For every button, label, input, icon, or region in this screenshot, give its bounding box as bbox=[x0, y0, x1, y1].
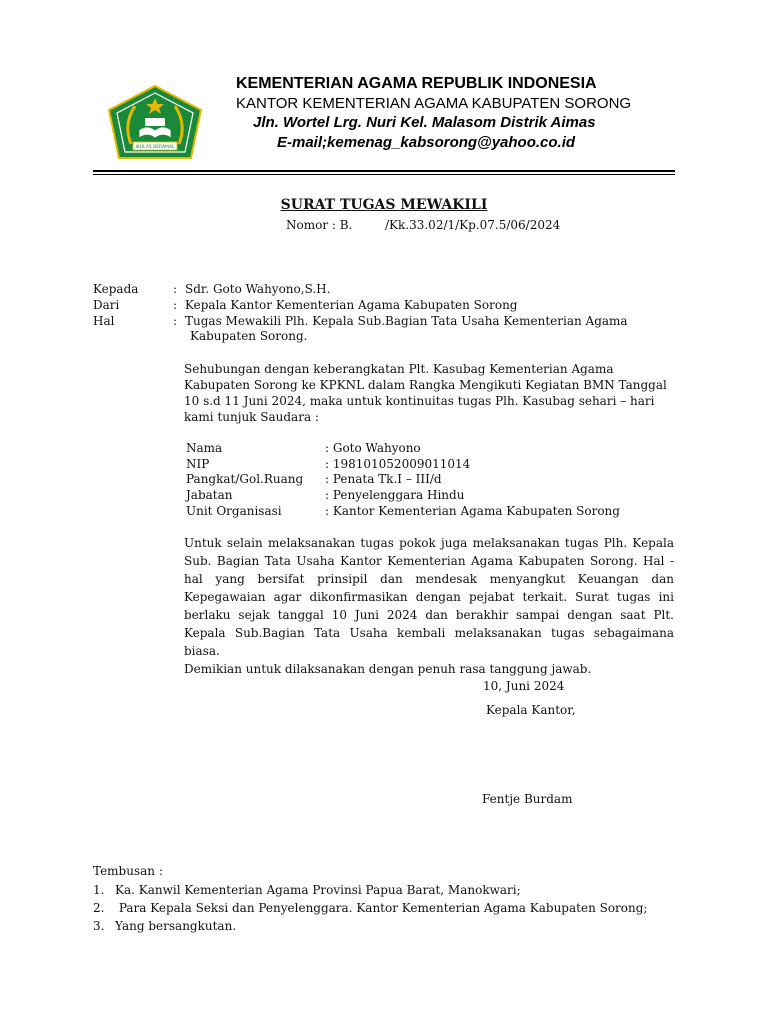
unit-value: : Kantor Kementerian Agama Kabupaten Sorong bbox=[325, 504, 620, 518]
jabatan-label: Jabatan bbox=[186, 488, 233, 502]
hal-label: Hal bbox=[93, 314, 115, 328]
intro-line-4: kami tunjuk Saudara : bbox=[184, 410, 319, 424]
tembusan-item-text: Ka. Kanwil Kementerian Agama Provinsi Papua Barat, Manokwari; bbox=[115, 883, 521, 897]
tembusan-heading: Tembusan : bbox=[93, 864, 163, 878]
pangkat-label: Pangkat/Gol.Ruang bbox=[186, 472, 304, 486]
kepada-value: Sdr. Goto Wahyono,S.H. bbox=[185, 282, 331, 296]
signature-position: Kepala Kantor, bbox=[486, 703, 576, 717]
signature-name: Fentje Burdam bbox=[482, 792, 573, 806]
tembusan-item-text: Para Kepala Seksi dan Penyelenggara. Kantor Kementerian Agama Kabupaten Sorong; bbox=[115, 901, 648, 915]
nama-value: : Goto Wahyono bbox=[325, 441, 421, 455]
letterhead-divider-thin bbox=[93, 174, 675, 175]
hal-value-line2: Kabupaten Sorong. bbox=[190, 329, 308, 343]
letter-number-prefix: Nomor : B. bbox=[286, 218, 353, 232]
tembusan-item bbox=[93, 883, 521, 897]
nama-label: Nama bbox=[186, 441, 223, 455]
letterhead-address: Jln. Wortel Lrg. Nuri Kel. Malasom Distrik Aimas bbox=[253, 114, 596, 131]
tembusan-item bbox=[93, 919, 236, 933]
hal-value-line1: Tugas Mewakili Plh. Kepala Sub.Bagian Tata Usaha Kementerian Agama bbox=[185, 314, 628, 328]
tembusan-item-number: 3. bbox=[93, 919, 105, 933]
body-section bbox=[184, 534, 674, 678]
letter-title: SURAT TUGAS MEWAKILI bbox=[280, 197, 488, 213]
letterhead-office: KANTOR KEMENTERIAN AGAMA KABUPATEN SORONG bbox=[236, 95, 632, 112]
closing-sentence: Demikian untuk dilaksanakan dengan penuh rasa tanggung jawab. bbox=[184, 662, 592, 676]
unit-label: Unit Organisasi bbox=[186, 504, 282, 518]
dari-colon: : bbox=[173, 298, 178, 312]
letterhead-email: E-mail;kemenag_kabsorong@yahoo.co.id bbox=[277, 134, 576, 151]
dari-value: Kepala Kantor Kementerian Agama Kabupaten Sorong bbox=[185, 298, 518, 312]
nip-label: NIP bbox=[186, 457, 210, 471]
letter-number-suffix: /Kk.33.02/1/Kp.07.5/06/2024 bbox=[385, 218, 561, 232]
tembusan-item bbox=[93, 901, 647, 915]
tembusan-item-text: Yang bersangkutan. bbox=[115, 919, 237, 933]
tembusan-item-number: 1. bbox=[93, 883, 105, 897]
pangkat-value: : Penata Tk.I – III/d bbox=[325, 472, 442, 486]
jabatan-value: : Penyelenggara Hindu bbox=[325, 488, 465, 502]
logo-banner-text: IKHLAS BERAMAL bbox=[135, 145, 175, 151]
kepada-colon: : bbox=[173, 282, 178, 296]
dari-label: Dari bbox=[93, 298, 120, 312]
tembusan-item-number: 2. bbox=[93, 901, 105, 915]
intro-line-1: Sehubungan dengan keberangkatan Plt. Kasubag Kementerian Agama bbox=[184, 362, 614, 376]
body-paragraph: Untuk selain melaksanakan tugas pokok juga melaksanakan tugas Plh. Kepala Sub. Bagian Tata Usaha Kantor Kementerian Agama Kabupaten Sorong. Hal - hal yang bersifat prinsipil dan mendesak menyangkut Keuangan dan Kepegawaian agar dikonfirmasikan dengan pejabat terkait. Surat tugas ini berlaku sejak tanggal 10 Juni 2024 dan berakhir sampai dengan saat Plt. Kepala Sub.Bagian Tata Usaha kembali melaksanakan tugas sebagaimana biasa. bbox=[184, 536, 674, 658]
intro-line-3: 10 s.d 11 Juni 2024, maka untuk kontinuitas tugas Plh. Kasubag sehari – hari bbox=[184, 394, 655, 408]
signature-date: 10, Juni 2024 bbox=[483, 679, 565, 693]
kepada-label: Kepada bbox=[93, 282, 139, 296]
hal-colon: : bbox=[173, 314, 178, 328]
letterhead-ministry: KEMENTERIAN AGAMA REPUBLIK INDONESIA bbox=[236, 75, 597, 92]
kemenag-logo-icon bbox=[105, 84, 205, 162]
letterhead-divider bbox=[93, 170, 675, 172]
nip-value: : 198101052009011014 bbox=[325, 457, 471, 471]
intro-line-2: Kabupaten Sorong ke KPKNL dalam Rangka Mengikuti Kegiatan BMN Tanggal bbox=[184, 378, 667, 392]
